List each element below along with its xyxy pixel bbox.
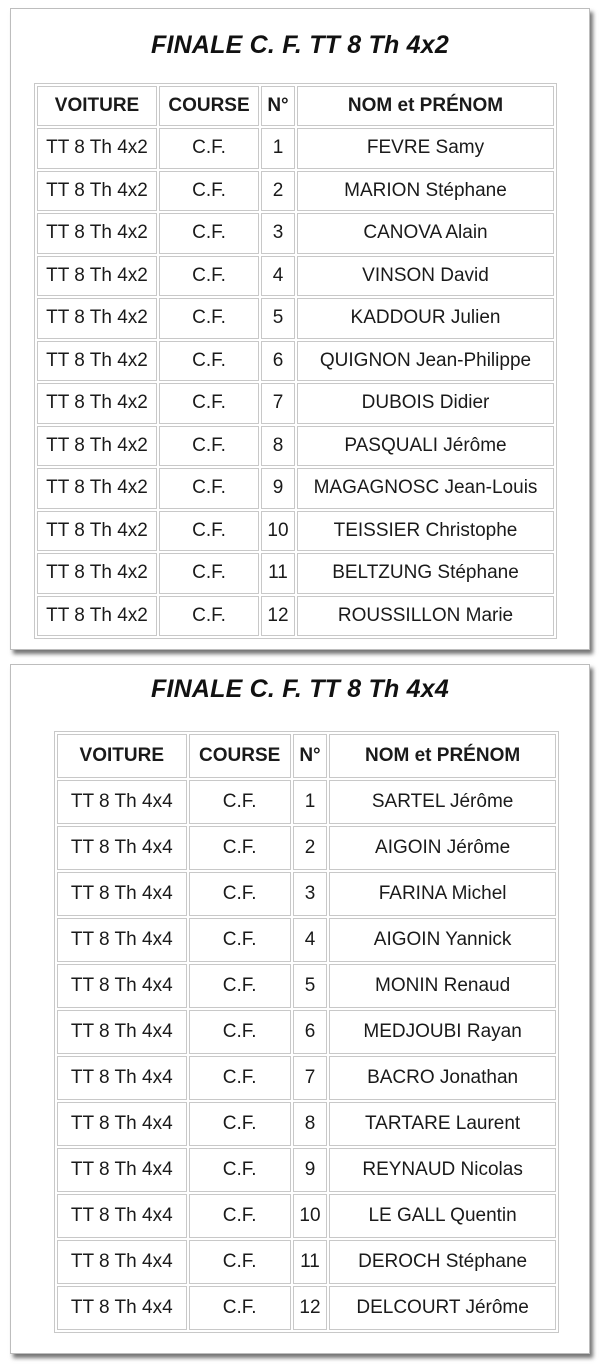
cell-name: DUBOIS Didier — [297, 383, 554, 424]
column-header-course: COURSE — [159, 86, 259, 126]
cell-number: 3 — [261, 213, 295, 254]
cell-course: C.F. — [159, 171, 259, 212]
column-header-name: NOM et PRÉNOM — [297, 86, 554, 126]
cell-course: C.F. — [189, 1194, 291, 1238]
table-row — [57, 872, 556, 916]
cell-course: C.F. — [159, 213, 259, 254]
cell-voiture: TT 8 Th 4x2 — [37, 171, 157, 212]
cell-name: MARION Stéphane — [297, 171, 554, 212]
cell-voiture: TT 8 Th 4x2 — [37, 383, 157, 424]
cell-course: C.F. — [159, 383, 259, 424]
table-row — [57, 826, 556, 870]
column-header-voiture: VOITURE — [37, 86, 157, 126]
table-row — [37, 298, 554, 339]
cell-voiture: TT 8 Th 4x2 — [37, 596, 157, 637]
cell-name: LE GALL Quentin — [329, 1194, 556, 1238]
cell-name: BELTZUNG Stéphane — [297, 553, 554, 594]
cell-voiture: TT 8 Th 4x2 — [37, 298, 157, 339]
table-row — [57, 1194, 556, 1238]
cell-course: C.F. — [159, 511, 259, 552]
cell-number: 6 — [293, 1010, 327, 1054]
table-body — [37, 128, 554, 636]
cell-course: C.F. — [159, 468, 259, 509]
cell-name: DEROCH Stéphane — [329, 1240, 556, 1284]
cell-course: C.F. — [189, 1010, 291, 1054]
cell-name: CANOVA Alain — [297, 213, 554, 254]
column-header-name: NOM et PRÉNOM — [329, 734, 556, 778]
table-row — [57, 1010, 556, 1054]
cell-voiture: TT 8 Th 4x4 — [57, 1010, 187, 1054]
cell-voiture: TT 8 Th 4x2 — [37, 511, 157, 552]
cell-course: C.F. — [189, 1286, 291, 1330]
cell-name: TARTARE Laurent — [329, 1102, 556, 1146]
table-row — [37, 426, 554, 467]
table-row — [37, 383, 554, 424]
cell-course: C.F. — [159, 426, 259, 467]
cell-course: C.F. — [159, 128, 259, 169]
cell-course: C.F. — [159, 298, 259, 339]
cell-name: MONIN Renaud — [329, 964, 556, 1008]
column-header-voiture: VOITURE — [57, 734, 187, 778]
cell-voiture: TT 8 Th 4x4 — [57, 1194, 187, 1238]
cell-name: MAGAGNOSC Jean-Louis — [297, 468, 554, 509]
cell-number: 12 — [293, 1286, 327, 1330]
cell-voiture: TT 8 Th 4x4 — [57, 1286, 187, 1330]
cell-course: C.F. — [189, 872, 291, 916]
panel-title: FINALE C. F. TT 8 Th 4x2 — [151, 31, 449, 59]
cell-name: DELCOURT Jérôme — [329, 1286, 556, 1330]
cell-voiture: TT 8 Th 4x2 — [37, 341, 157, 382]
table-body — [57, 780, 556, 1330]
cell-course: C.F. — [189, 826, 291, 870]
cell-voiture: TT 8 Th 4x2 — [37, 426, 157, 467]
cell-course: C.F. — [189, 918, 291, 962]
panel-title: FINALE C. F. TT 8 Th 4x4 — [151, 675, 449, 703]
table-row — [57, 1286, 556, 1330]
table-row — [37, 553, 554, 594]
cell-name: FARINA Michel — [329, 872, 556, 916]
cell-name: QUIGNON Jean-Philippe — [297, 341, 554, 382]
cell-course: C.F. — [159, 553, 259, 594]
results-panel-4x4 — [10, 664, 590, 1354]
cell-course: C.F. — [189, 1102, 291, 1146]
cell-number: 2 — [261, 171, 295, 212]
table-row — [37, 213, 554, 254]
cell-voiture: TT 8 Th 4x2 — [37, 553, 157, 594]
table-row — [37, 511, 554, 552]
cell-course: C.F. — [159, 341, 259, 382]
cell-name: AIGOIN Yannick — [329, 918, 556, 962]
table-header-row — [37, 86, 554, 126]
table-row — [37, 596, 554, 637]
cell-number: 4 — [261, 256, 295, 297]
cell-voiture: TT 8 Th 4x4 — [57, 1056, 187, 1100]
cell-course: C.F. — [189, 964, 291, 1008]
cell-number: 1 — [261, 128, 295, 169]
cell-name: REYNAUD Nicolas — [329, 1148, 556, 1192]
table-row — [57, 1102, 556, 1146]
cell-number: 11 — [261, 553, 295, 594]
cell-number: 2 — [293, 826, 327, 870]
column-header-number: N° — [293, 734, 327, 778]
cell-voiture: TT 8 Th 4x4 — [57, 1102, 187, 1146]
cell-name: PASQUALI Jérôme — [297, 426, 554, 467]
cell-number: 1 — [293, 780, 327, 824]
cell-course: C.F. — [189, 1056, 291, 1100]
table-row — [57, 964, 556, 1008]
cell-number: 7 — [293, 1056, 327, 1100]
table-row — [37, 171, 554, 212]
table-row — [57, 918, 556, 962]
cell-voiture: TT 8 Th 4x4 — [57, 826, 187, 870]
cell-number: 8 — [293, 1102, 327, 1146]
table-row — [37, 468, 554, 509]
cell-number: 3 — [293, 872, 327, 916]
cell-voiture: TT 8 Th 4x2 — [37, 213, 157, 254]
cell-voiture: TT 8 Th 4x4 — [57, 1240, 187, 1284]
column-header-number: N° — [261, 86, 295, 126]
cell-number: 5 — [293, 964, 327, 1008]
table-row — [57, 1240, 556, 1284]
cell-name: ROUSSILLON Marie — [297, 596, 554, 637]
cell-number: 7 — [261, 383, 295, 424]
cell-number: 6 — [261, 341, 295, 382]
cell-course: C.F. — [159, 256, 259, 297]
cell-voiture: TT 8 Th 4x2 — [37, 468, 157, 509]
cell-name: MEDJOUBI Rayan — [329, 1010, 556, 1054]
cell-course: C.F. — [159, 596, 259, 637]
cell-number: 11 — [293, 1240, 327, 1284]
cell-number: 8 — [261, 426, 295, 467]
cell-name: KADDOUR Julien — [297, 298, 554, 339]
cell-name: FEVRE Samy — [297, 128, 554, 169]
cell-course: C.F. — [189, 780, 291, 824]
cell-voiture: TT 8 Th 4x4 — [57, 780, 187, 824]
cell-name: VINSON David — [297, 256, 554, 297]
cell-name: AIGOIN Jérôme — [329, 826, 556, 870]
cell-voiture: TT 8 Th 4x4 — [57, 964, 187, 1008]
cell-voiture: TT 8 Th 4x2 — [37, 128, 157, 169]
cell-number: 5 — [261, 298, 295, 339]
cell-number: 9 — [293, 1148, 327, 1192]
cell-voiture: TT 8 Th 4x4 — [57, 918, 187, 962]
table-row — [57, 780, 556, 824]
table-header-row — [57, 734, 556, 778]
cell-number: 9 — [261, 468, 295, 509]
table-row — [57, 1056, 556, 1100]
results-panel-4x2 — [10, 8, 590, 650]
cell-number: 10 — [293, 1194, 327, 1238]
cell-name: BACRO Jonathan — [329, 1056, 556, 1100]
results-table — [34, 83, 557, 639]
cell-number: 10 — [261, 511, 295, 552]
table-row — [57, 1148, 556, 1192]
cell-number: 4 — [293, 918, 327, 962]
cell-number: 12 — [261, 596, 295, 637]
table-row — [37, 341, 554, 382]
cell-course: C.F. — [189, 1240, 291, 1284]
cell-voiture: TT 8 Th 4x2 — [37, 256, 157, 297]
cell-course: C.F. — [189, 1148, 291, 1192]
cell-voiture: TT 8 Th 4x4 — [57, 1148, 187, 1192]
cell-voiture: TT 8 Th 4x4 — [57, 872, 187, 916]
table-row — [37, 256, 554, 297]
table-row — [37, 128, 554, 169]
cell-name: TEISSIER Christophe — [297, 511, 554, 552]
results-table — [54, 731, 559, 1333]
column-header-course: COURSE — [189, 734, 291, 778]
cell-name: SARTEL Jérôme — [329, 780, 556, 824]
